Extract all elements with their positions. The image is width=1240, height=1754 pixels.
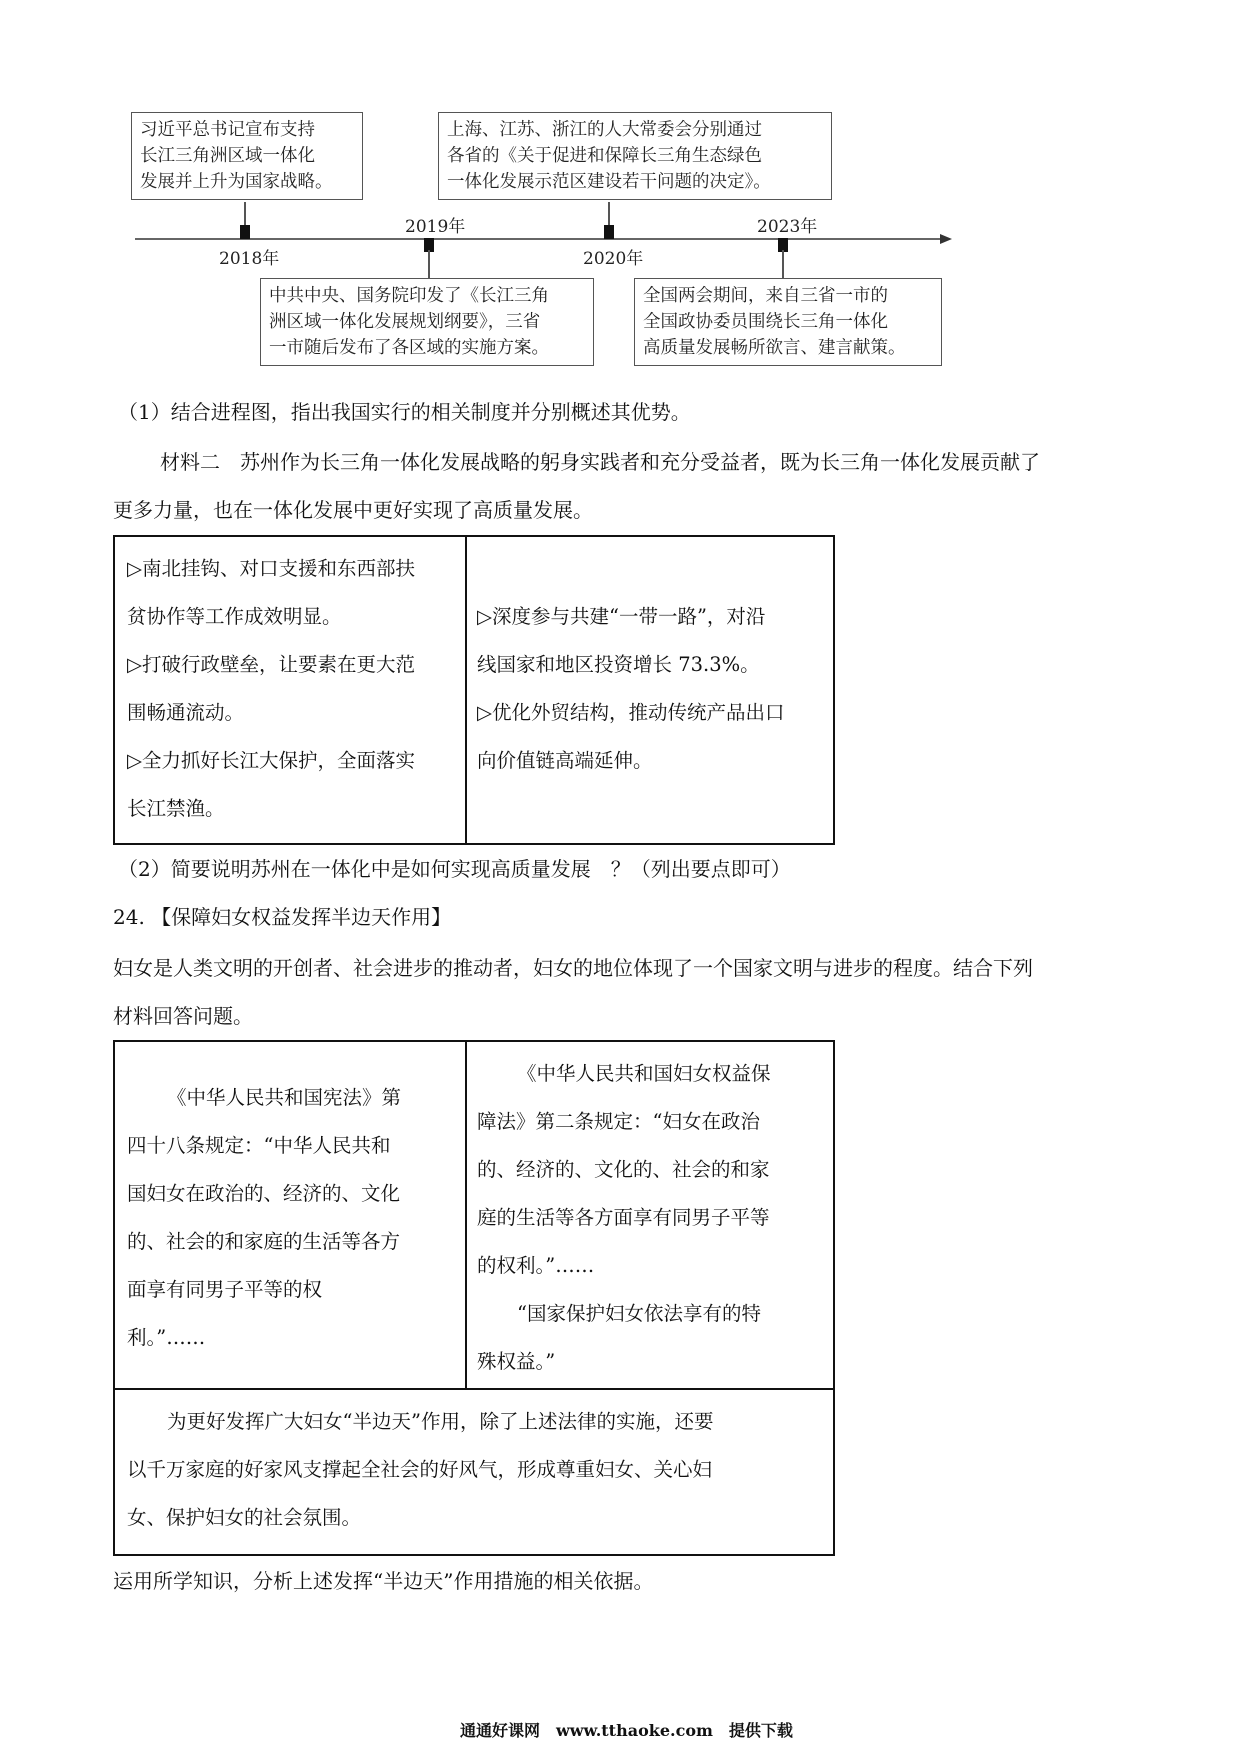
women-table-divider-vertical [465,1042,467,1388]
constitution-cell: 《中华人民共和国宪法》第 四十八条规定：“中华人民共和 国妇女在政治的、经济的、文化 的、社会的和家庭的生活等各方 面享有同男子平等的权 利。”…… [127,1086,402,1349]
timeline-box-2018: 习近平总书记宣布支持 长江三角洲区域一体化 发展并上升为国家战略。 [131,112,363,200]
final-question: 运用所学知识，分析上述发挥“半边天”作用措施的相关依据。 [113,1569,654,1593]
material-2-line-1: 材料二 苏州作为长三角一体化发展战略的躬身实践者和充分受益者，既为长三角一体化发展贡献了 [160,450,1040,474]
footer-source: 通通好课网 www.tthaoke.com 提供下载 [460,1721,793,1740]
suzhou-table-divider [465,537,467,843]
timeline-tick-2020 [604,225,614,239]
connector-2023 [782,250,784,278]
women-table-divider-horizontal [115,1388,833,1390]
material-2-line-2: 更多力量，也在一体化发展中更好实现了高质量发展。 [113,498,593,522]
women-rights-table [113,1040,835,1556]
connector-2019 [428,250,430,278]
timeline-tick-2018 [240,225,250,239]
timeline-box-2020: 上海、江苏、浙江的人大常委会分别通过 各省的《关于促进和保障长三角生态绿色 一体化发展示范区建设若干问题的决定》。 [438,112,832,200]
year-label-2018: 2018年 [219,249,280,269]
timeline-box-2023: 全国两会期间，来自三省一市的 全国政协委员围绕长三角一体化 高质量发展畅所欲言、建言献策。 [634,278,942,366]
question-24-intro-line-2: 材料回答问题。 [113,1004,253,1028]
women-rights-law-cell: 《中华人民共和国妇女权益保 障法》第二条规定：“妇女在政治 的、经济的、文化的、社会的和家 庭的生活等各方面享有同男子平等 的权利。”…… “国家保护妇女依法享有的特 殊权益。” [477,1062,771,1373]
half-sky-measures-cell: 为更好发挥广大妇女“半边天”作用，除了上述法律的实施，还要 以千万家庭的好家风支撑起全社会的好风气，形成尊重妇女、关心妇 女、保护妇女的社会氛围。 [127,1410,714,1529]
suzhou-table [113,535,835,845]
timeline-box-2019: 中共中央、国务院印发了《长江三角 洲区域一体化发展规划纲要》，三省 一市随后发布了各区域的实施方案。 [260,278,594,366]
year-label-2019: 2019年 [405,217,466,237]
question-1: （1）结合进程图，指出我国实行的相关制度并分别概述其优势。 [118,400,691,424]
year-label-2020: 2020年 [583,249,644,269]
question-24-title: 24. 【保障妇女权益发挥半边天作用】 [113,905,452,929]
year-label-2023: 2023年 [757,217,818,237]
suzhou-table-right-cell: ▷深度参与共建“一带一路”，对沿 线国家和地区投资增长 73.3%。 ▷优化外贸结构，推动传统产品出口 向价值链高端延伸。 [477,605,785,772]
question-24-intro-line-1: 妇女是人类文明的开创者、社会进步的推动者，妇女的地位体现了一个国家文明与进步的程度。结合下列 [113,956,1033,980]
question-2: （2）简要说明苏州在一体化中是如何实现高质量发展 ？（列出要点即可） [118,857,791,881]
suzhou-table-left-cell: ▷南北挂钩、对口支援和东西部扶 贫协作等工作成效明显。 ▷打破行政壁垒，让要素在更大范 围畅通流动。 ▷全力抓好长江大保护，全面落实 长江禁渔。 [127,557,415,820]
